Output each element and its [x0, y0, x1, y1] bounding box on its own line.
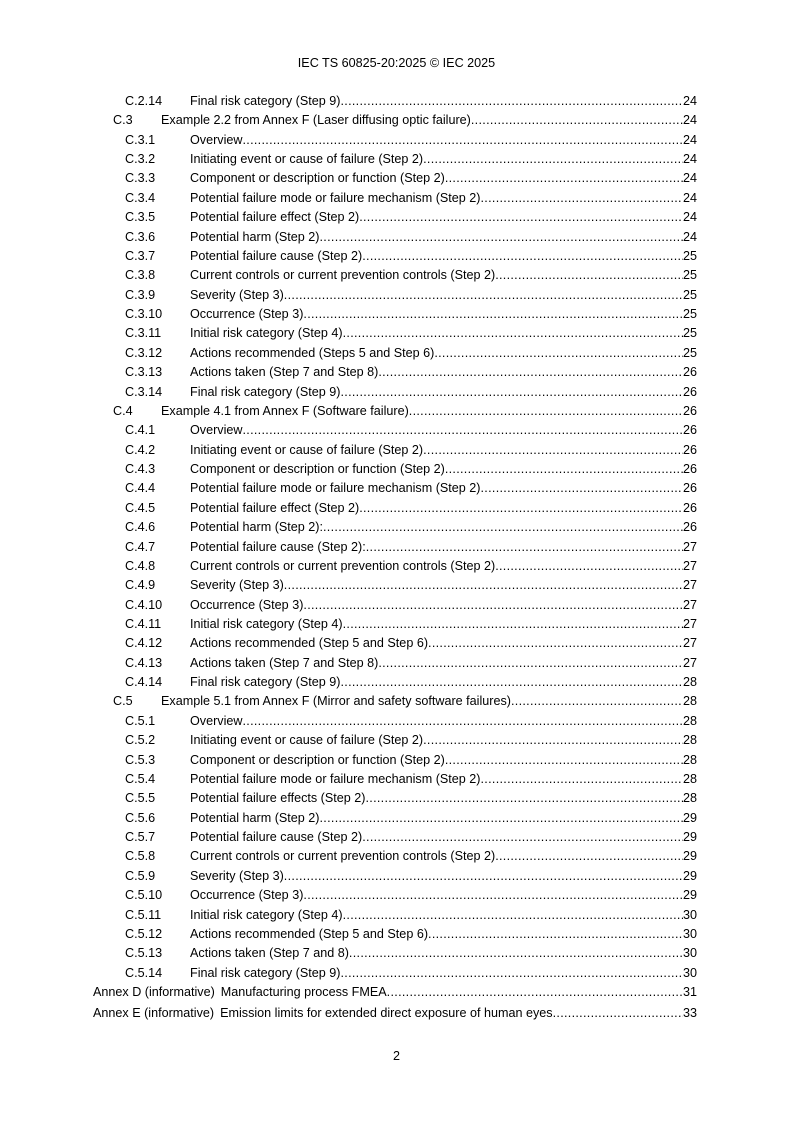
toc-entry-title: Manufacturing process FMEA	[220, 985, 387, 1000]
toc-entry-title: Actions taken (Step 7 and Step 8)	[190, 655, 379, 670]
toc-entry-title: Example 5.1 from Annex F (Mirror and safety software failures)	[161, 694, 511, 709]
toc-entry-page: 27	[682, 655, 697, 670]
toc-entry[interactable]	[0, 421, 697, 440]
toc-entry[interactable]	[0, 615, 697, 634]
toc-entry-page: 30	[682, 946, 697, 961]
toc-entry-title: Occurrence (Step 3)	[190, 307, 304, 322]
toc-entry-page: 27	[682, 539, 697, 554]
toc-entry-page: 26	[682, 423, 697, 438]
toc-entry-number: C.5.4	[125, 771, 156, 786]
toc-entry-title: Occurrence (Step 3)	[190, 597, 304, 612]
dot-leader	[343, 906, 683, 925]
toc-entry-page: 27	[682, 578, 697, 593]
toc-entry-title: Initiating event or cause of failure (Step 2)	[190, 442, 424, 457]
toc-entry-number: C.3.1	[125, 132, 156, 147]
toc-entry-page: 28	[682, 791, 697, 806]
toc-entry-page: 30	[682, 965, 697, 980]
dot-leader	[471, 111, 683, 130]
dot-leader	[303, 305, 683, 324]
toc-entry[interactable]	[0, 286, 697, 305]
toc-entry-page: 29	[682, 810, 697, 825]
toc-entry-page: 24	[682, 132, 697, 147]
toc-entry-page: 27	[682, 558, 697, 573]
dot-leader	[284, 576, 683, 595]
toc-entry-page: 33	[682, 1006, 697, 1021]
toc-entry[interactable]	[0, 789, 697, 808]
toc-entry-title: Initial risk category (Step 4)	[190, 616, 343, 631]
dot-leader	[445, 460, 683, 479]
toc-entry-title: Potential failure cause (Step 2)	[190, 830, 363, 845]
dot-leader	[359, 208, 683, 227]
toc-entry-number: C.4.3	[125, 462, 156, 477]
dot-leader	[242, 421, 683, 440]
toc-entry-number: C.5.11	[125, 907, 162, 922]
toc-entry-page: 25	[682, 345, 697, 360]
toc-entry-title: Potential harm (Step 2)	[190, 810, 320, 825]
toc-entry-number: C.5.9	[125, 868, 156, 883]
toc-entry-number: C.3.9	[125, 287, 156, 302]
dot-leader	[303, 596, 683, 615]
toc-entry-number: C.5.14	[125, 965, 163, 980]
toc-entry-page: 27	[682, 636, 697, 651]
dot-leader	[445, 751, 683, 770]
toc-entry[interactable]	[0, 538, 697, 557]
toc-entry-page: 29	[682, 849, 697, 864]
toc-entry[interactable]	[0, 208, 697, 227]
toc-entry[interactable]	[0, 305, 697, 324]
toc-entry-page: 24	[682, 210, 697, 225]
toc-entry[interactable]	[0, 189, 697, 208]
toc-entry[interactable]	[0, 499, 697, 518]
toc-entry-number: C.4.11	[125, 616, 162, 631]
toc-entry-number: C.5.3	[125, 752, 156, 767]
toc-entry[interactable]	[0, 886, 697, 905]
toc-entry-title: Potential failure effects (Step 2)	[190, 791, 366, 806]
toc-entry-number: C.3	[113, 113, 133, 128]
toc-entry-title: Overview	[190, 423, 243, 438]
toc-entry-title: Actions recommended (Step 5 and Step 6)	[190, 636, 429, 651]
toc-entry[interactable]	[0, 460, 697, 479]
toc-entry-number: C.4.12	[125, 636, 163, 651]
toc-entry-page: 24	[682, 152, 697, 167]
dot-leader	[423, 441, 683, 460]
toc-entry-number: C.4.1	[125, 423, 156, 438]
toc-entry-number: C.4.14	[125, 675, 163, 690]
toc-entry-title: Occurrence (Step 3)	[190, 888, 304, 903]
toc-entry[interactable]	[0, 518, 697, 537]
toc-entry[interactable]	[0, 867, 697, 886]
toc-entry-page: 26	[682, 481, 697, 496]
toc-entry[interactable]	[0, 557, 697, 576]
dot-leader	[495, 557, 683, 576]
toc-entry-title: Component or description or function (Step 2)	[190, 171, 445, 186]
toc-entry[interactable]	[0, 906, 697, 925]
dot-leader	[366, 538, 683, 557]
toc-entry[interactable]	[0, 847, 697, 866]
dot-leader	[320, 228, 683, 247]
toc-entry-title: Example 4.1 from Annex F (Software failure)	[161, 403, 409, 418]
dot-leader	[343, 615, 683, 634]
dot-leader	[320, 809, 683, 828]
toc-entry-title: Potential failure mode or failure mechanism (Step 2)	[190, 771, 481, 786]
toc-entry-page: 27	[682, 597, 697, 612]
toc-entry-number: C.3.10	[125, 307, 163, 322]
dot-leader	[409, 402, 683, 421]
toc-entry-page: 25	[682, 326, 697, 341]
toc-entry-title: Component or description or function (Step 2)	[190, 752, 445, 767]
toc-entry-page: 26	[682, 365, 697, 380]
toc-entry-number: C.5.5	[125, 791, 156, 806]
dot-leader	[303, 886, 683, 905]
toc-entry-page: 29	[682, 888, 697, 903]
toc-entry-number: C.5	[113, 694, 133, 709]
toc-entry-number: C.4.9	[125, 578, 156, 593]
toc-entry[interactable]	[0, 692, 697, 711]
dot-leader	[423, 150, 683, 169]
toc-entry-page: 26	[682, 384, 697, 399]
toc-entry-title: Potential failure effect (Step 2)	[190, 500, 360, 515]
toc-entry-page: 28	[682, 771, 697, 786]
dot-leader	[423, 731, 683, 750]
dot-leader	[495, 847, 683, 866]
toc-entry-page: 26	[682, 403, 697, 418]
toc-entry[interactable]	[0, 596, 697, 615]
toc-entry-title: Final risk category (Step 9)	[190, 94, 341, 108]
dot-leader	[365, 789, 683, 808]
toc-entry-number: C.3.13	[125, 365, 163, 380]
toc-entry-page: 28	[682, 733, 697, 748]
toc-entry-title: Severity (Step 3)	[190, 578, 284, 593]
toc-entry-number: C.5.13	[125, 946, 163, 961]
dot-leader	[284, 286, 683, 305]
toc-entry-page: 25	[682, 307, 697, 322]
toc-entry-number: C.4.5	[125, 500, 156, 515]
toc-entry[interactable]	[0, 324, 697, 343]
dot-leader	[434, 344, 683, 363]
toc-entry[interactable]	[0, 344, 697, 363]
toc-entry-title: Emission limits for extended direct exposure of human eyes	[220, 1006, 553, 1021]
dot-leader	[481, 189, 683, 208]
toc-entry-page: 28	[682, 675, 697, 690]
toc-entry-title: Potential failure cause (Step 2):	[190, 539, 366, 554]
toc-entry-title: Current controls or current prevention controls (Step 2)	[190, 558, 496, 573]
toc-entry-title: Actions recommended (Step 5 and Step 6)	[190, 926, 429, 941]
dot-leader	[481, 479, 683, 498]
toc-entry[interactable]	[0, 247, 697, 266]
toc-entry-title: Initial risk category (Step 4)	[190, 326, 343, 341]
toc-entry[interactable]	[0, 92, 697, 111]
toc-entry-title: Initiating event or cause of failure (Step 2)	[190, 152, 424, 167]
toc-entry-title: Potential failure cause (Step 2)	[190, 248, 363, 263]
toc-entry-page: 28	[682, 752, 697, 767]
toc-entry-page: 28	[682, 694, 697, 709]
dot-leader	[340, 92, 683, 111]
toc-entry-title: Current controls or current prevention controls (Step 2)	[190, 268, 496, 283]
toc-entry-number: C.3.8	[125, 268, 156, 283]
toc-entry[interactable]	[0, 925, 697, 944]
toc-entry-title: Actions taken (Step 7 and 8)	[190, 946, 349, 961]
toc-entry-title: Final risk category (Step 9)	[190, 965, 341, 980]
toc-entry-title: Severity (Step 3)	[190, 287, 284, 302]
dot-leader	[340, 964, 683, 983]
toc-entry-number: C.3.3	[125, 171, 156, 186]
dot-leader	[323, 518, 683, 537]
toc-entry-page: 26	[682, 500, 697, 515]
toc-entry[interactable]	[0, 402, 697, 421]
toc-entry-title: Potential failure mode or failure mechanism (Step 2)	[190, 190, 481, 205]
toc-entry-number: C.5.2	[125, 733, 156, 748]
toc-entry[interactable]	[0, 169, 697, 188]
toc-entry-title: Final risk category (Step 9)	[190, 675, 341, 690]
toc-entry-number: C.3.14	[125, 384, 163, 399]
toc-entry-page: 24	[682, 113, 697, 128]
toc-entry[interactable]	[0, 751, 697, 770]
toc-entry-page: 24	[682, 190, 697, 205]
toc-entry-title: Potential harm (Step 2):	[190, 520, 323, 535]
toc-entry-page: 29	[682, 868, 697, 883]
dot-leader	[242, 712, 683, 731]
toc-entry[interactable]	[0, 363, 697, 382]
toc-entry-number: C.5.7	[125, 830, 156, 845]
dot-leader	[428, 925, 683, 944]
toc-entry-number: C.3.12	[125, 345, 163, 360]
toc-entry-number: C.2.14	[125, 94, 163, 108]
toc-entry-page: 24	[682, 94, 697, 108]
dot-leader	[387, 983, 683, 1002]
dot-leader	[378, 654, 683, 673]
toc-entry-page: 24	[682, 171, 697, 186]
toc-entry[interactable]	[0, 983, 697, 1002]
page-number: 2	[392, 1049, 400, 1063]
toc-entry-number: Annex D (informative)	[93, 985, 215, 1000]
dot-leader	[445, 169, 683, 188]
toc-entry-page: 27	[682, 616, 697, 631]
toc-entry-page: 26	[682, 462, 697, 477]
toc-entry-number: C.4.2	[125, 442, 156, 457]
toc-entry[interactable]	[0, 150, 697, 169]
toc-entry-title: Potential harm (Step 2)	[190, 229, 320, 244]
toc-entry-number: C.5.8	[125, 849, 156, 864]
toc-entry-number: C.4.6	[125, 520, 156, 535]
toc-entry-number: C.3.7	[125, 248, 156, 263]
toc-entry[interactable]	[0, 634, 697, 653]
dot-leader	[242, 131, 683, 150]
toc-entry-page: 31	[682, 985, 697, 1000]
toc-entry-title: Overview	[190, 713, 243, 728]
toc-entry[interactable]	[0, 266, 697, 285]
toc-entry-number: C.4.4	[125, 481, 156, 496]
toc-entry-number: C.5.6	[125, 810, 156, 825]
toc-entry[interactable]	[0, 770, 697, 789]
toc-entry-title: Potential failure effect (Step 2)	[190, 210, 360, 225]
dot-leader	[495, 266, 683, 285]
page-header: IEC TS 60825-20:2025 © IEC 2025	[297, 56, 496, 70]
toc-entry-title: Initial risk category (Step 4)	[190, 907, 343, 922]
toc-entry[interactable]	[0, 383, 697, 402]
toc-entry-number: C.4.10	[125, 597, 163, 612]
toc-entry-title: Actions taken (Step 7 and Step 8)	[190, 365, 379, 380]
toc-entry[interactable]	[0, 479, 697, 498]
toc-entry-number: C.4.13	[125, 655, 163, 670]
toc-entry-page: 29	[682, 830, 697, 845]
toc-entry-page: 30	[682, 907, 697, 922]
toc-entry[interactable]	[0, 131, 697, 150]
toc-entry[interactable]	[0, 964, 697, 983]
toc-entry-page: 25	[682, 287, 697, 302]
toc-entry-title: Component or description or function (Step 2)	[190, 462, 445, 477]
toc-entry[interactable]	[0, 1004, 697, 1023]
dot-leader	[511, 692, 683, 711]
toc-entry[interactable]	[0, 944, 697, 963]
toc-entry-number: C.4	[113, 403, 133, 418]
toc-entry-number: C.4.7	[125, 539, 156, 554]
toc-entry-page: 25	[682, 248, 697, 263]
dot-leader	[553, 1004, 683, 1023]
toc-entry[interactable]	[0, 731, 697, 750]
toc-entry[interactable]	[0, 828, 697, 847]
toc-entry-title: Severity (Step 3)	[190, 868, 284, 883]
toc-entry-page: 28	[682, 713, 697, 728]
toc-entry[interactable]	[0, 576, 697, 595]
dot-leader	[340, 383, 683, 402]
dot-leader	[362, 247, 683, 266]
dot-leader	[284, 867, 683, 886]
toc-entry-number: C.3.11	[125, 326, 162, 341]
toc-entry-number: C.5.12	[125, 926, 163, 941]
toc-entry-title: Final risk category (Step 9)	[190, 384, 341, 399]
dot-leader	[340, 673, 683, 692]
toc-entry-title: Example 2.2 from Annex F (Laser diffusing optic failure)	[161, 113, 471, 128]
dot-leader	[378, 363, 683, 382]
toc-entry-title: Actions recommended (Steps 5 and Step 6)	[190, 345, 435, 360]
toc-entry[interactable]	[0, 809, 697, 828]
toc-entry-page: 24	[682, 229, 697, 244]
toc-entry-title: Initiating event or cause of failure (Step 2)	[190, 733, 424, 748]
toc-entry-page: 30	[682, 926, 697, 941]
toc-entry-number: Annex E (informative)	[93, 1006, 215, 1021]
toc-entry[interactable]	[0, 441, 697, 460]
toc-entry[interactable]	[0, 111, 697, 130]
dot-leader	[481, 770, 683, 789]
dot-leader	[349, 944, 683, 963]
toc-entry-number: C.3.5	[125, 210, 156, 225]
toc-entry-page: 26	[682, 442, 697, 457]
toc-entry-title: Potential failure mode or failure mechanism (Step 2)	[190, 481, 481, 496]
toc-entry-number: C.4.8	[125, 558, 156, 573]
dot-leader	[359, 499, 683, 518]
dot-leader	[343, 324, 683, 343]
toc-entry-title: Current controls or current prevention controls (Step 2)	[190, 849, 496, 864]
toc-entry[interactable]	[0, 228, 697, 247]
toc-entry[interactable]	[0, 712, 697, 731]
toc-entry-page: 26	[682, 520, 697, 535]
toc-entry-number: C.5.10	[125, 888, 163, 903]
toc-entry[interactable]	[0, 654, 697, 673]
toc-entry-number: C.3.4	[125, 190, 156, 205]
toc-entry-number: C.3.2	[125, 152, 156, 167]
dot-leader	[428, 634, 683, 653]
toc-entry-number: C.5.1	[125, 713, 156, 728]
toc-entry-title: Overview	[190, 132, 243, 147]
dot-leader	[362, 828, 683, 847]
toc-entry[interactable]	[0, 673, 697, 692]
toc-entry-page: 25	[682, 268, 697, 283]
toc-entry-number: C.3.6	[125, 229, 156, 244]
